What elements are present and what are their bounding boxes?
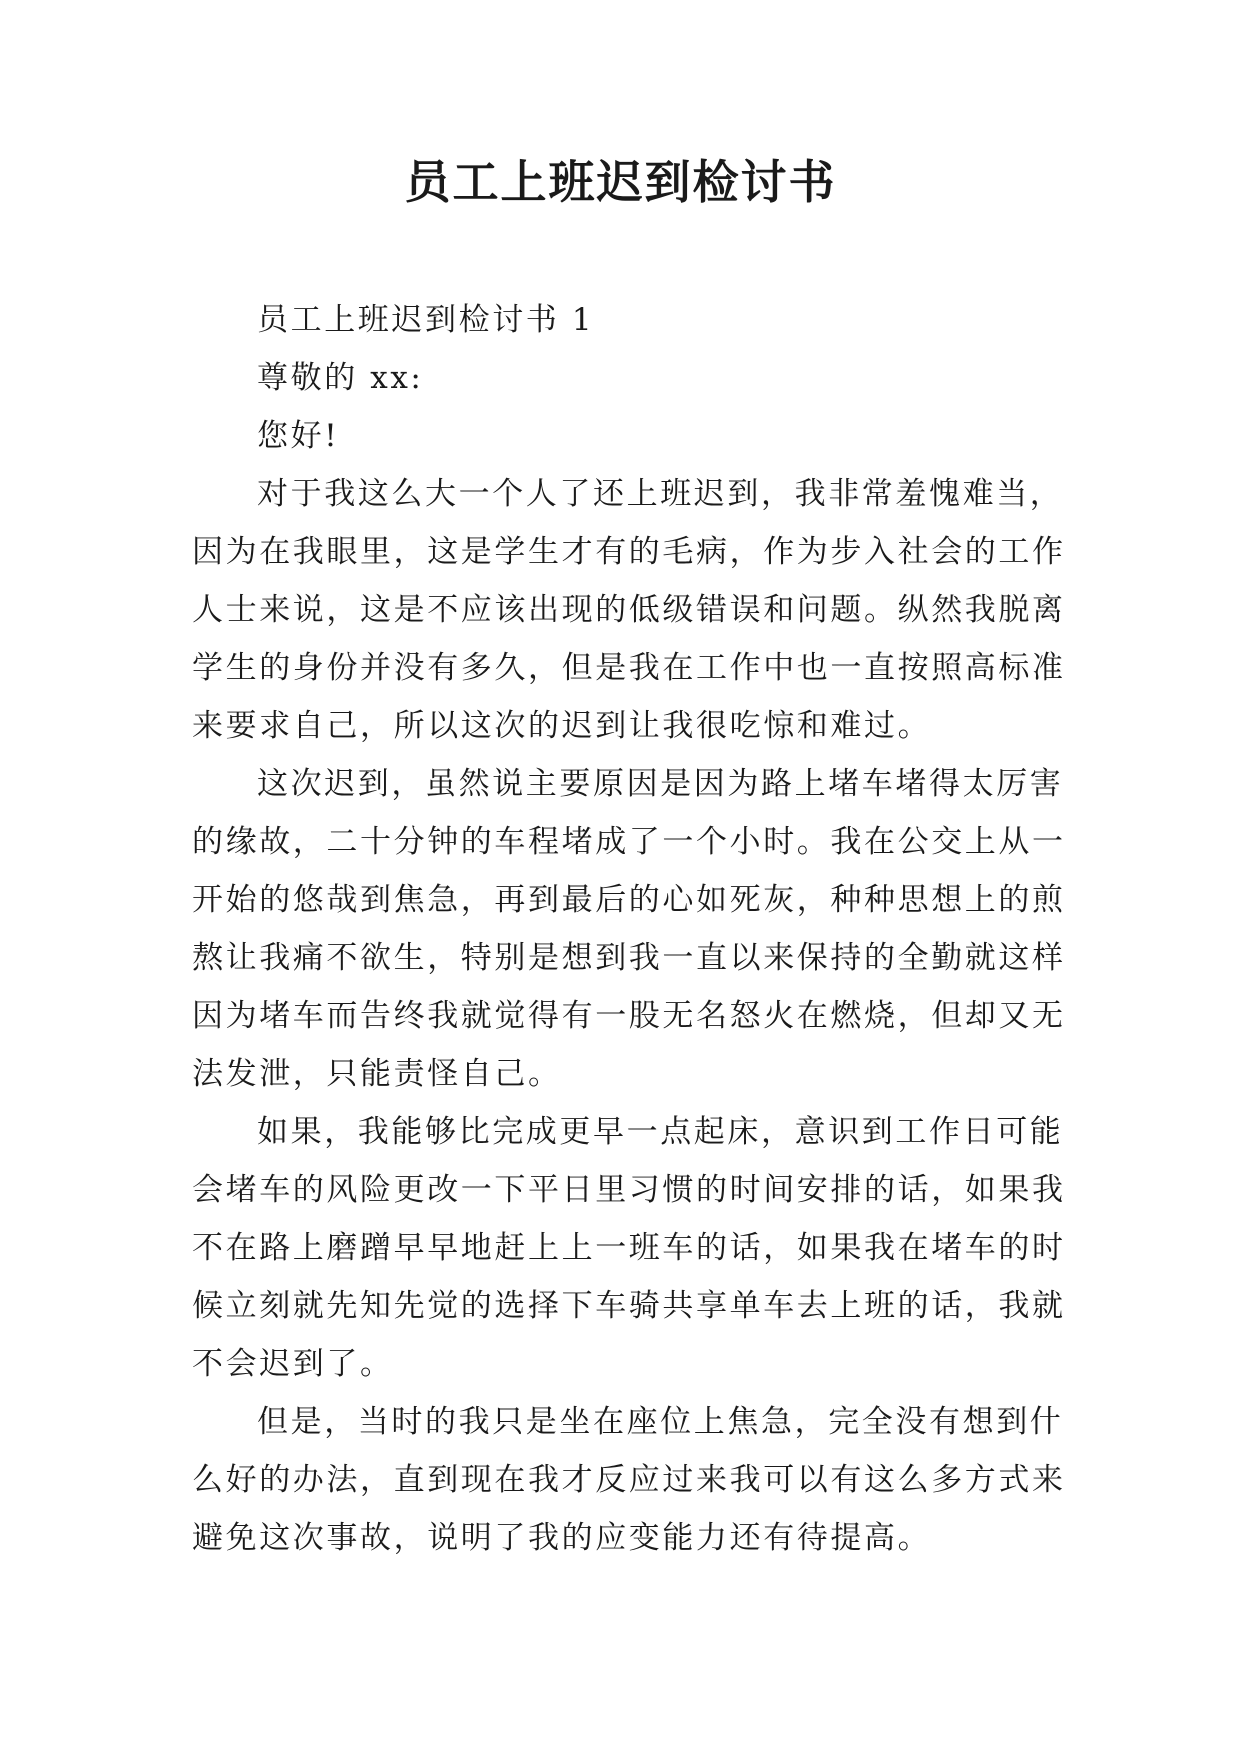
paragraph-line: 法发泄，只能责怪自己。 bbox=[192, 1056, 562, 1092]
document-title: 员工上班迟到检讨书 bbox=[404, 155, 837, 209]
paragraph-line: 的缘故，二十分钟的车程堵成了一个小时。我在公交上从一 bbox=[192, 824, 1066, 860]
paragraph-line: 对于我这么大一个人了还上班迟到，我非常羞愧难当， bbox=[257, 476, 1064, 512]
paragraph-4 bbox=[192, 1393, 1066, 1567]
paragraph-1 bbox=[192, 465, 1066, 755]
paragraph-line: 熬让我痛不欲生，特别是想到我一直以来保持的全勤就这样 bbox=[192, 940, 1066, 976]
section-heading: 员工上班迟到检讨书 1 bbox=[257, 302, 595, 338]
paragraph-line: 会堵车的风险更改一下平日里习惯的时间安排的话，如果我 bbox=[192, 1172, 1066, 1208]
paragraph-line: 如果，我能够比完成更早一点起床，意识到工作日可能 bbox=[257, 1114, 1064, 1150]
document-body bbox=[192, 291, 1066, 1567]
paragraph-line: 么好的办法，直到现在我才反应过来我可以有这么多方式来 bbox=[192, 1462, 1066, 1498]
paragraph-3 bbox=[192, 1103, 1066, 1393]
paragraph-line: 候立刻就先知先觉的选择下车骑共享单车去上班的话，我就 bbox=[192, 1288, 1066, 1324]
paragraph-line: 这次迟到，虽然说主要原因是因为路上堵车堵得太厉害 bbox=[257, 766, 1064, 802]
paragraph-line: 不在路上磨蹭早早地赶上上一班车的话，如果我在堵车的时 bbox=[192, 1230, 1066, 1266]
paragraph-line: 但是，当时的我只是坐在座位上焦急，完全没有想到什 bbox=[257, 1404, 1064, 1440]
paragraph-line: 避免这次事故，说明了我的应变能力还有待提高。 bbox=[192, 1520, 932, 1556]
paragraph-line: 不会迟到了。 bbox=[192, 1346, 394, 1382]
paragraph-line: 学生的身份并没有多久，但是我在工作中也一直按照高标准 bbox=[192, 650, 1066, 686]
paragraph-line: 开始的悠哉到焦急，再到最后的心如死灰，种种思想上的煎 bbox=[192, 882, 1066, 918]
salutation: 尊敬的 xx: bbox=[257, 360, 424, 396]
paragraph-2 bbox=[192, 755, 1066, 1103]
paragraph-line: 来要求自己，所以这次的迟到让我很吃惊和难过。 bbox=[192, 708, 932, 744]
paragraph-line: 人士来说，这是不应该出现的低级错误和问题。纵然我脱离 bbox=[192, 592, 1066, 628]
paragraph-line: 因为在我眼里，这是学生才有的毛病，作为步入社会的工作 bbox=[192, 534, 1066, 570]
paragraph-line: 因为堵车而告终我就觉得有一股无名怒火在燃烧，但却又无 bbox=[192, 998, 1066, 1034]
greeting: 您好! bbox=[257, 418, 340, 454]
